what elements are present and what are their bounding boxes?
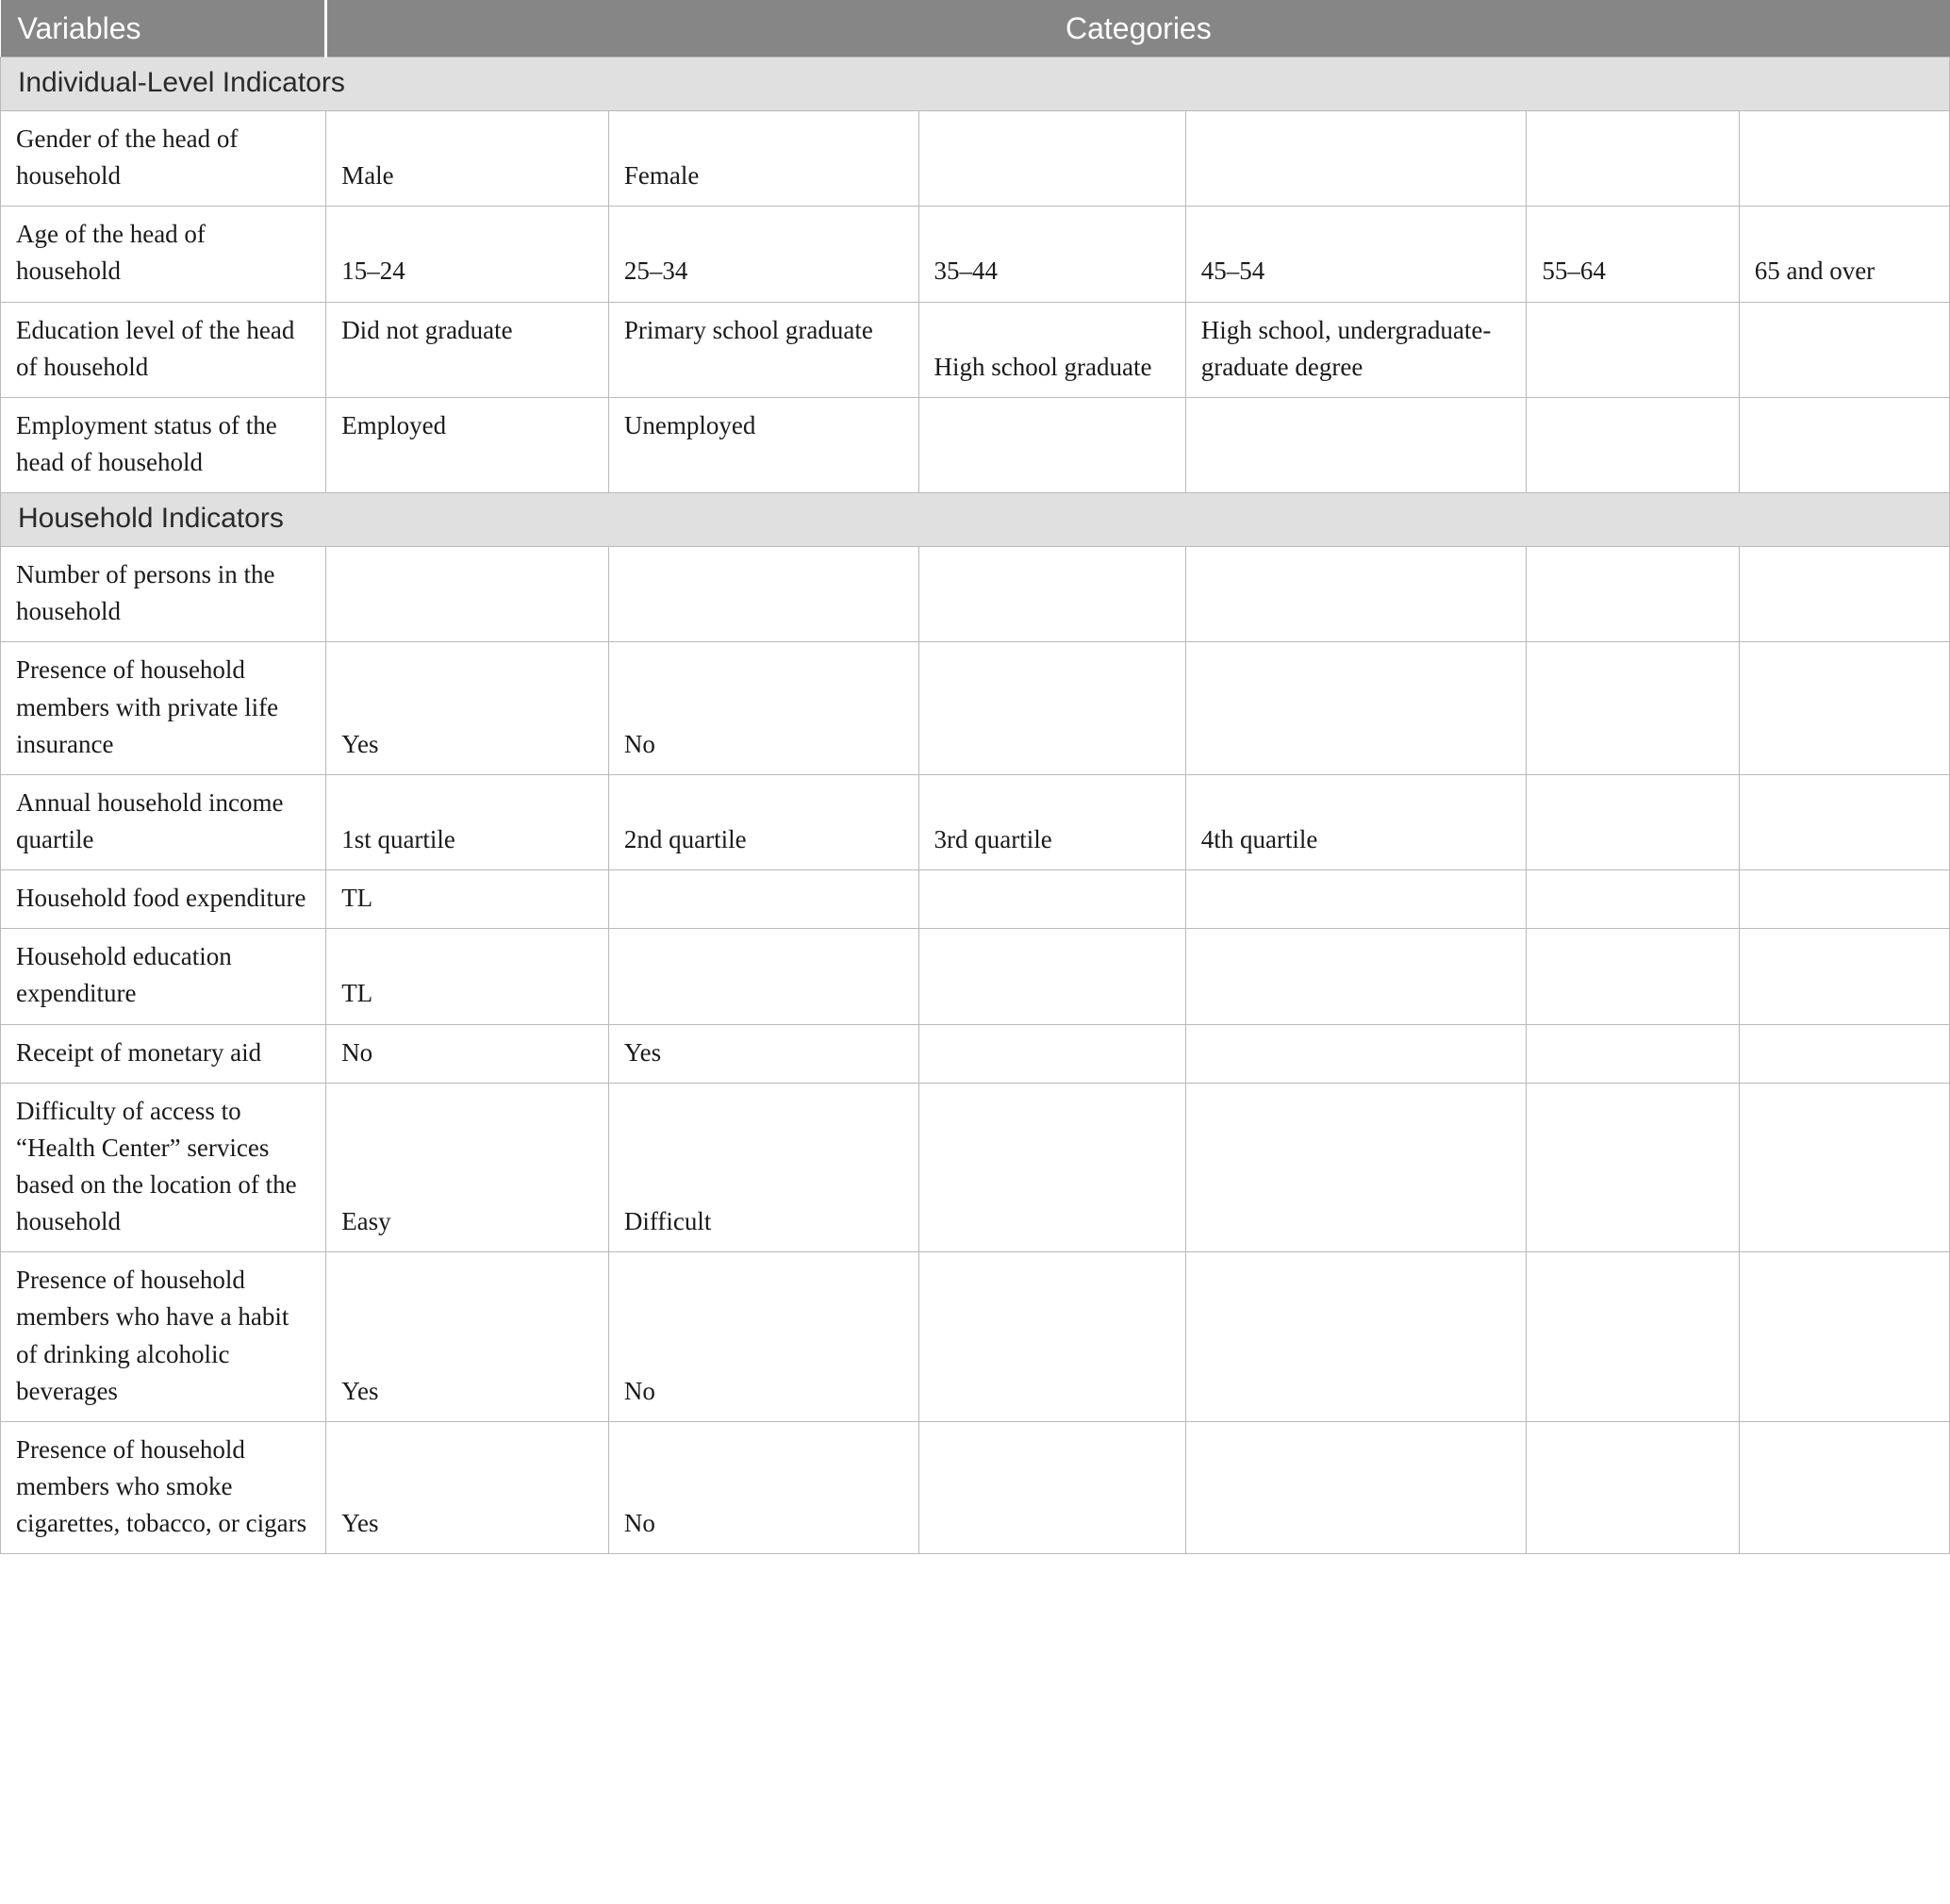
variable-label: Receipt of monetary aid (1, 1024, 326, 1083)
category-cell (1739, 774, 1949, 869)
category-cell (1739, 929, 1949, 1024)
category-cell (1527, 774, 1739, 869)
category-cell (1739, 302, 1949, 397)
category-cell (1185, 397, 1527, 492)
category-cell: Primary school graduate (608, 302, 918, 397)
category-cell (918, 397, 1185, 492)
table-row (1, 1252, 1950, 1422)
category-cell (918, 1024, 1185, 1083)
table-row (1, 929, 1950, 1024)
category-cell (608, 870, 918, 929)
category-cell: Did not graduate (326, 302, 609, 397)
category-cell: 15–24 (326, 207, 609, 302)
category-cell (1185, 1252, 1527, 1422)
category-cell: Female (608, 111, 918, 207)
category-cell (918, 642, 1185, 774)
category-cell (918, 1083, 1185, 1252)
category-cell (1739, 1421, 1949, 1553)
variable-label: Presence of household members who have a habit of drinking alcoholic beverages (1, 1252, 326, 1422)
category-cell (1527, 1083, 1739, 1252)
category-cell: Easy (326, 1083, 609, 1252)
category-cell: No (326, 1024, 609, 1083)
category-cell (1185, 642, 1527, 774)
category-cell (1185, 929, 1527, 1024)
section-row (1, 58, 1950, 111)
category-cell (1739, 1024, 1949, 1083)
category-cell (1527, 1421, 1739, 1553)
section-header-label: Individual-Level Indicators (1, 58, 1950, 111)
variable-label: Presence of household members who smoke cigarettes, tobacco, or cigars (1, 1421, 326, 1553)
category-cell: 45–54 (1185, 207, 1527, 302)
category-cell: Employed (326, 397, 609, 492)
table-row (1, 397, 1950, 492)
category-cell (1527, 1024, 1739, 1083)
table-row (1, 774, 1950, 869)
variable-label: Household food expenditure (1, 870, 326, 929)
variable-label: Number of persons in the household (1, 547, 326, 642)
category-cell: 1st quartile (326, 774, 609, 869)
category-cell (1527, 397, 1739, 492)
category-cell (1185, 1083, 1527, 1252)
category-cell: 65 and over (1739, 207, 1949, 302)
category-cell (1527, 547, 1739, 642)
category-cell: Yes (326, 1421, 609, 1553)
category-cell: Yes (326, 642, 609, 774)
category-cell (1739, 642, 1949, 774)
category-cell: No (608, 1421, 918, 1553)
variable-label: Employment status of the head of household (1, 397, 326, 492)
category-cell: 25–34 (608, 207, 918, 302)
variable-label: Household education expenditure (1, 929, 326, 1024)
category-cell: Difficult (608, 1083, 918, 1252)
section-row (1, 493, 1950, 547)
category-cell: Unemployed (608, 397, 918, 492)
category-cell: TL (326, 929, 609, 1024)
table-row (1, 547, 1950, 642)
section-header-label: Household Indicators (1, 493, 1950, 547)
category-cell: No (608, 642, 918, 774)
category-cell (1527, 111, 1739, 207)
table-row (1, 207, 1950, 302)
category-cell (326, 547, 609, 642)
category-cell: Male (326, 111, 609, 207)
category-cell (1185, 111, 1527, 207)
category-cell: 3rd quartile (918, 774, 1185, 869)
category-cell: High school graduate (918, 302, 1185, 397)
variable-label: Education level of the head of household (1, 302, 326, 397)
category-cell (1185, 547, 1527, 642)
category-cell (918, 870, 1185, 929)
table-row (1, 1421, 1950, 1553)
category-cell: 2nd quartile (608, 774, 918, 869)
variable-label: Age of the head of household (1, 207, 326, 302)
category-cell (1739, 870, 1949, 929)
variable-label: Difficulty of access to “Health Center” services based on the location of the household (1, 1083, 326, 1252)
variable-label: Gender of the head of household (1, 111, 326, 207)
category-cell (918, 111, 1185, 207)
table-header-row (1, 0, 1950, 58)
category-cell: TL (326, 870, 609, 929)
category-cell (1739, 547, 1949, 642)
variables-column-header: Variables (1, 0, 326, 58)
category-cell: No (608, 1252, 918, 1422)
variable-label: Annual household income quartile (1, 774, 326, 869)
category-cell (1739, 111, 1949, 207)
table-row (1, 1083, 1950, 1252)
category-cell (1527, 929, 1739, 1024)
table-row (1, 642, 1950, 774)
category-cell (1527, 642, 1739, 774)
table-row (1, 1024, 1950, 1083)
category-cell (1185, 1421, 1527, 1553)
variable-label: Presence of household members with private life insurance (1, 642, 326, 774)
category-cell (918, 547, 1185, 642)
category-cell (1739, 1083, 1949, 1252)
category-cell (608, 929, 918, 1024)
category-cell: Yes (608, 1024, 918, 1083)
table-row (1, 870, 1950, 929)
category-cell (1739, 397, 1949, 492)
category-cell (1185, 1024, 1527, 1083)
table-body (1, 58, 1950, 1554)
category-cell (1739, 1252, 1949, 1422)
category-cell (1527, 870, 1739, 929)
category-cell: 55–64 (1527, 207, 1739, 302)
category-cell: 35–44 (918, 207, 1185, 302)
category-cell (1527, 302, 1739, 397)
category-cell (608, 547, 918, 642)
category-cell (1527, 1252, 1739, 1422)
category-cell: High school, undergraduate-graduate degree (1185, 302, 1527, 397)
category-cell (918, 1252, 1185, 1422)
category-cell (918, 1421, 1185, 1553)
category-cell: Yes (326, 1252, 609, 1422)
category-cell: 4th quartile (1185, 774, 1527, 869)
table-row (1, 302, 1950, 397)
table-row (1, 111, 1950, 207)
category-cell (918, 929, 1185, 1024)
category-cell (1185, 870, 1527, 929)
categories-column-header: Categories (326, 0, 1950, 58)
